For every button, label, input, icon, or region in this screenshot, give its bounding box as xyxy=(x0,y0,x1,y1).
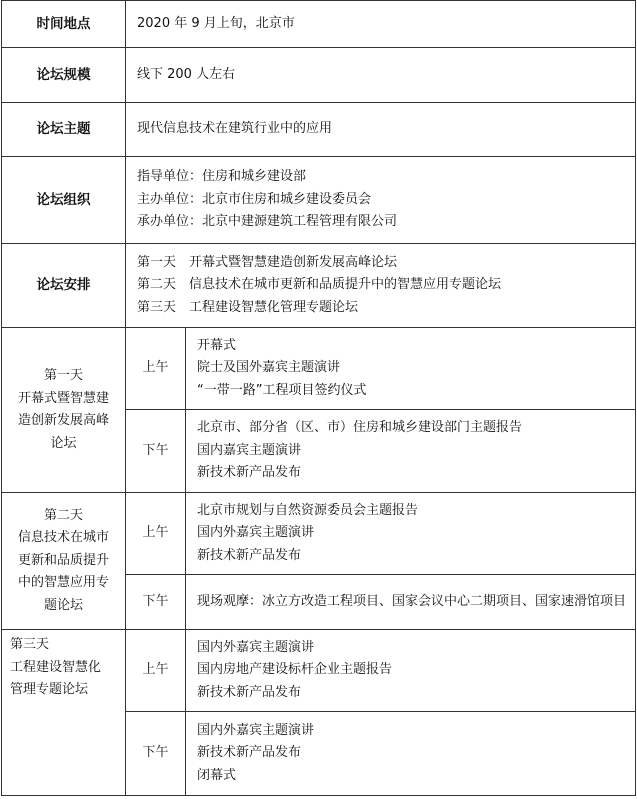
day1-title-line: 开幕式暨智慧建 xyxy=(17,390,109,406)
table-row xyxy=(2,1,636,48)
day1-title xyxy=(2,328,126,493)
day3-title-line: 第三天 xyxy=(10,637,50,652)
row-label-theme: 论坛主题 xyxy=(2,103,126,157)
row-label-scale: 论坛规模 xyxy=(2,48,126,103)
day1-title-line: 造创新发展高峰 xyxy=(17,413,109,428)
row-label-time-place: 时间地点 xyxy=(2,1,126,48)
time-place-value: 2020 年 9 月上旬，北京市 xyxy=(126,1,636,48)
day3-afternoon-items xyxy=(186,712,636,796)
session-item: 国内嘉宾主题演讲 xyxy=(197,442,302,458)
forum-schedule-table xyxy=(1,0,636,796)
session-item: 北京市、部分省（区、市）住房和城乡建设部门主题报告 xyxy=(197,420,523,436)
session-item: 开幕式 xyxy=(197,337,237,353)
table-row xyxy=(2,103,636,157)
row-label-arrangement: 论坛安排 xyxy=(2,244,126,328)
scale-value: 线下 200 人左右 xyxy=(126,48,636,103)
organization-value xyxy=(126,157,636,244)
table-row xyxy=(2,630,636,712)
session-item: 现场观摩：冰立方改造工程项目、国家会议中心二期项目、国家速滑馆项目 xyxy=(197,593,627,609)
session-item: 新技术新产品发布 xyxy=(197,465,302,481)
day1-title-line: 论坛 xyxy=(50,435,77,451)
table-row xyxy=(2,157,636,244)
session-item: 院士及国外嘉宾主题演讲 xyxy=(197,360,341,376)
table-row xyxy=(2,493,636,575)
table-row xyxy=(2,48,636,103)
day2-morning-label: 上午 xyxy=(126,493,186,575)
table-row xyxy=(2,328,636,410)
arrangement-value xyxy=(126,244,636,328)
arrangement-day1: 第一天 开幕式暨智慧建造创新发展高峰论坛 xyxy=(137,254,398,270)
day3-morning-label: 上午 xyxy=(126,630,186,712)
day2-afternoon-items xyxy=(186,575,636,630)
session-item: 北京市规划与自然资源委员会主题报告 xyxy=(197,502,419,518)
session-item: 闭幕式 xyxy=(197,767,237,783)
day2-title xyxy=(2,493,126,630)
organization-organizer: 承办单位：北京中建源建筑工程管理有限公司 xyxy=(137,214,398,230)
day1-morning-items xyxy=(186,328,636,410)
session-item: 国内外嘉宾主题演讲 xyxy=(197,525,315,541)
day1-morning-label: 上午 xyxy=(126,328,186,410)
day2-title-line: 题论坛 xyxy=(43,597,83,613)
day2-morning-items xyxy=(186,493,636,575)
day1-afternoon-label: 下午 xyxy=(126,410,186,493)
day2-title-line: 中的智慧应用专 xyxy=(17,575,109,591)
day1-afternoon-items xyxy=(186,410,636,493)
day3-title-line: 工程建设智慧化 xyxy=(10,659,102,675)
session-item: 国内外嘉宾主题演讲 xyxy=(197,722,315,738)
theme-value: 现代信息技术在建筑行业中的应用 xyxy=(126,103,636,157)
day2-title-line: 更新和品质提升 xyxy=(17,552,109,568)
session-item: 新技术新产品发布 xyxy=(197,684,302,700)
organization-host: 主办单位：北京市住房和城乡建设委员会 xyxy=(137,191,372,207)
session-item: 国内外嘉宾主题演讲 xyxy=(197,639,315,655)
organization-guide: 指导单位：住房和城乡建设部 xyxy=(137,169,307,185)
day2-afternoon-label: 下午 xyxy=(126,575,186,630)
session-item: 新技术新产品发布 xyxy=(197,745,302,761)
day3-title xyxy=(2,630,126,796)
table-row xyxy=(2,244,636,328)
day2-title-line: 信息技术在城市 xyxy=(17,530,109,546)
day1-title-line: 第一天 xyxy=(43,368,83,383)
day3-title-line: 管理专题论坛 xyxy=(10,682,89,697)
day3-morning-items xyxy=(186,630,636,712)
day2-title-line: 第二天 xyxy=(43,507,83,523)
session-item: 国内房地产建设标杆企业主题报告 xyxy=(197,662,393,678)
session-item: “一带一路”工程项目签约仪式 xyxy=(197,382,367,398)
session-item: 新技术新产品发布 xyxy=(197,547,302,563)
row-label-organization: 论坛组织 xyxy=(2,157,126,244)
day3-afternoon-label: 下午 xyxy=(126,712,186,796)
arrangement-day3: 第三天 工程建设智慧化管理专题论坛 xyxy=(137,299,359,315)
arrangement-day2: 第二天 信息技术在城市更新和品质提升中的智慧应用专题论坛 xyxy=(137,277,502,293)
